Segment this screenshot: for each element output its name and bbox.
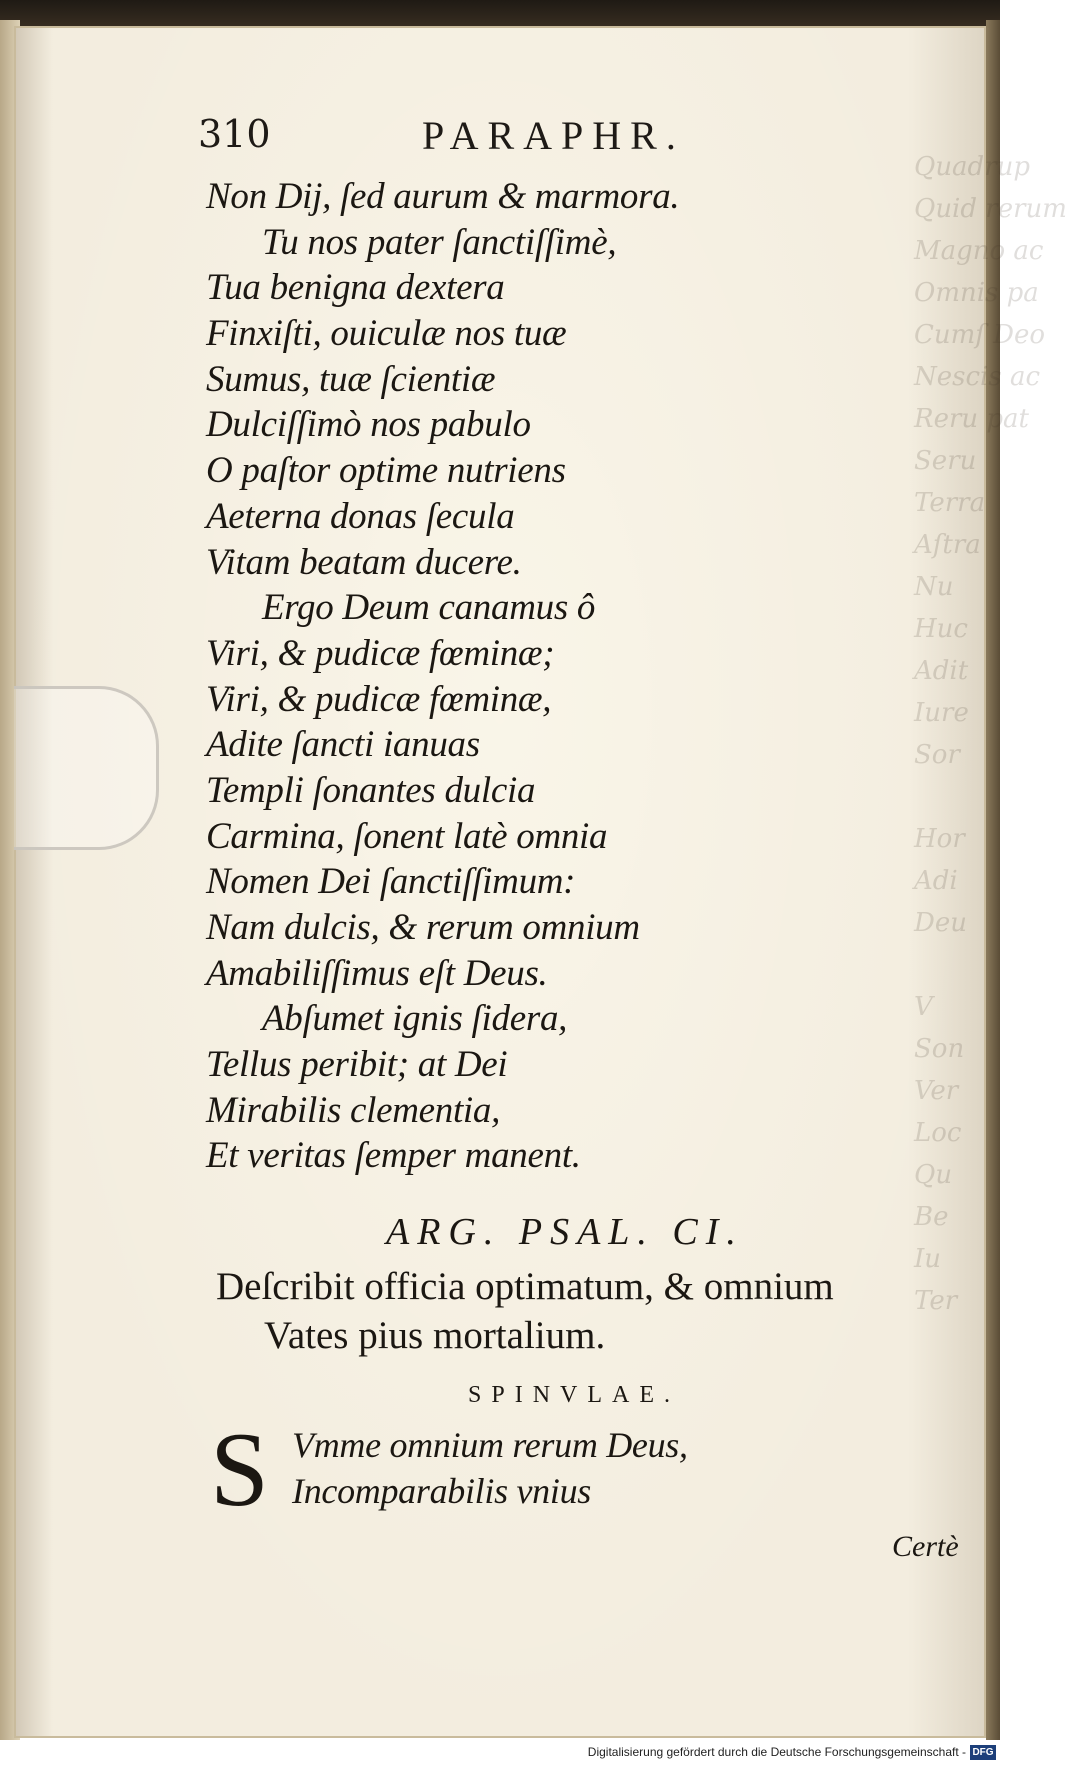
verse-line: Adite ſancti ianuas — [206, 724, 480, 766]
verse-line: Tu nos pater ſanctiſſimè, — [262, 221, 617, 263]
drop-cap: S — [210, 1411, 269, 1528]
dfg-logo: DFG — [970, 1745, 996, 1760]
section-title: SPINVLAE. — [468, 1382, 681, 1408]
verse-block — [206, 174, 766, 1179]
verse-line: Sumus, tuæ ſcientiæ — [206, 358, 496, 400]
hymn-block — [292, 1422, 688, 1514]
page-header — [198, 112, 798, 168]
verse-line: Abſumet ignis ſidera, — [262, 998, 568, 1040]
verse-line: Tellus peribit; at Dei — [206, 1044, 508, 1086]
hymn-line: Incomparabilis vnius — [292, 1471, 591, 1511]
verse-line: Non Dij, ſed aurum & marmora. — [206, 176, 680, 217]
verse-line: Et veritas ſemper manent. — [206, 1135, 581, 1177]
verse-line: Carmina, ſonent latè omnia — [206, 815, 608, 857]
verse-line: Nam dulcis, & rerum omnium — [206, 907, 640, 948]
page-clip — [14, 686, 159, 850]
verse-line: Templi ſonantes dulcia — [206, 769, 536, 811]
show-through-text: Quadrup Quid rerum Magno ac Omnis pa Cumſ Deo Nescis ac Reru pat Seru Terra Aſtra Nu Huc Adit Iure Sor Hor Adi Deu V Son Ver Loc Qu Be Iu Ter — [914, 152, 1067, 1316]
verse-line: Viri, & pudicæ fœminæ, — [206, 678, 552, 720]
verse-line: Vitam beatam ducere. — [206, 541, 522, 583]
running-title: PARAPHR. — [422, 113, 685, 158]
argument-heading: ARG. PSAL. CI. — [386, 1211, 744, 1253]
verse-line: Amabiliſſimus eſt Deus. — [206, 952, 548, 994]
verse-line: Dulciſſimò nos pabulo — [206, 404, 531, 446]
argument-line: Deſcribit officia optimatum, & omnium — [216, 1265, 834, 1308]
catchword: Certè — [892, 1530, 959, 1563]
verse-line: Finxiſti, ouiculæ nos tuæ — [206, 313, 567, 355]
verse-line: Aeterna donas ſecula — [206, 495, 515, 537]
footer-credit: Digitalisierung gefördert durch die Deutsche Forschungsgemeinschaft - — [587, 1745, 966, 1759]
footer — [0, 1742, 1000, 1765]
page-number: 310 — [198, 112, 271, 156]
verse-line: Ergo Deum canamus ô — [262, 587, 596, 629]
verse-line: Tua benigna dextera — [206, 267, 505, 309]
hymn-line: Vmme omnium rerum Deus, — [292, 1425, 688, 1465]
argument-text — [216, 1262, 976, 1360]
verse-line: Nomen Dei ſanctiſſimum: — [206, 861, 576, 903]
verse-line: O paſtor optime nutriens — [206, 450, 566, 492]
argument-line: Vates pius mortalium. — [264, 1314, 606, 1357]
verse-line: Mirabilis clementia, — [206, 1089, 501, 1131]
verse-line: Viri, & pudicæ fœminæ; — [206, 632, 555, 674]
